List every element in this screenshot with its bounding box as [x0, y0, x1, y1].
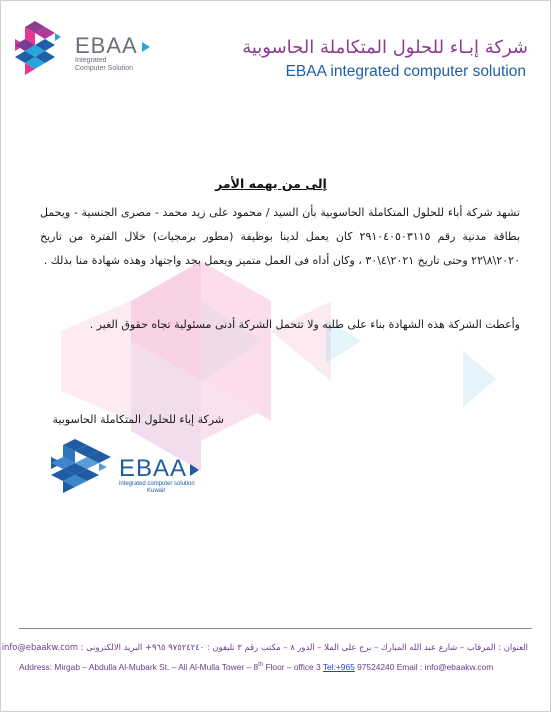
footer-divider — [19, 628, 532, 629]
letter-paragraph-2: وأعطت الشركة هذه الشهادة بناء على طلبه ولا تتحمل الشركة أدنى مسئولية تجاه حقوق الغير . — [89, 318, 520, 331]
company-name-arabic: شركة إبـاء للحلول المتكاملة الحاسوبية — [242, 37, 528, 58]
ebaa-stamp-logo-icon — [49, 435, 117, 497]
phone-link[interactable]: Tel:+965 — [322, 662, 355, 672]
letter-paragraph-1: تشهد شركة أباء للحلول المتكاملة الحاسوبية بأن السيد / محمود على زيد محمد - مصرى الجنسية - ويحمل بطاقة مدنية رقم ٢٩١٠٤٠٥٠٣١١٥ كان يعمل لدينا بوظيفة (مطور برمجيات) خلال الفترة من تاريخ ٢٠٢٠\٨\٢٢ وحتى تاريخ ٢٠٢١\٤\٣٠ ، وكان أداه فى العمل متميز ويعمل بجد واجتهاد وهذه شهادة منا بذلك . — [40, 206, 521, 267]
footer-address-english — [19, 662, 493, 672]
logo-top-text — [75, 35, 150, 73]
footer-address-part2: Floor – office 3 — [263, 662, 323, 672]
footer-address-part1: Address: Mirgab – Abdulla Al-Mubark St. – Ali Al-Mulla Tower – 8 — [19, 662, 259, 672]
footer-address-arabic: العنوان : المرقاب – شارع عبد الله المبارك – برج على الملا – الدور ٨ – مكتب رقم ٣ تليفون : ٩٧٥٢٤٢٤٠ ٩٦٥+ البريد الالكترونى : info@ebaakw.com — [1, 642, 528, 652]
stamp-logo-text — [119, 457, 199, 495]
logo-top-subtitle: Integrated Computer Solution — [75, 57, 133, 72]
company-name-english: EBAA integrated computer solution — [285, 63, 526, 80]
stamp-logo-country: Kuwait — [147, 488, 166, 494]
logo-top-name: EBAA — [75, 35, 150, 57]
footer-address-part3: 97524240 Email : info@ebaakw.com — [354, 662, 494, 672]
letter-title: إلى من يهمه الأمر — [215, 176, 327, 191]
stamp-logo-subtitle: integrated computer solution — [119, 481, 195, 487]
stamp-play-arrow-icon — [190, 464, 199, 476]
play-arrow-icon — [142, 42, 150, 52]
floor-ordinal: th — [258, 662, 264, 669]
stamp-logo-name: EBAA — [119, 457, 199, 481]
signature-company: شركة إباء للحلول المتكاملة الحاسوبية — [52, 413, 224, 426]
ebaa-logo-icon — [13, 17, 73, 77]
watermark-icon — [1, 1, 551, 713]
